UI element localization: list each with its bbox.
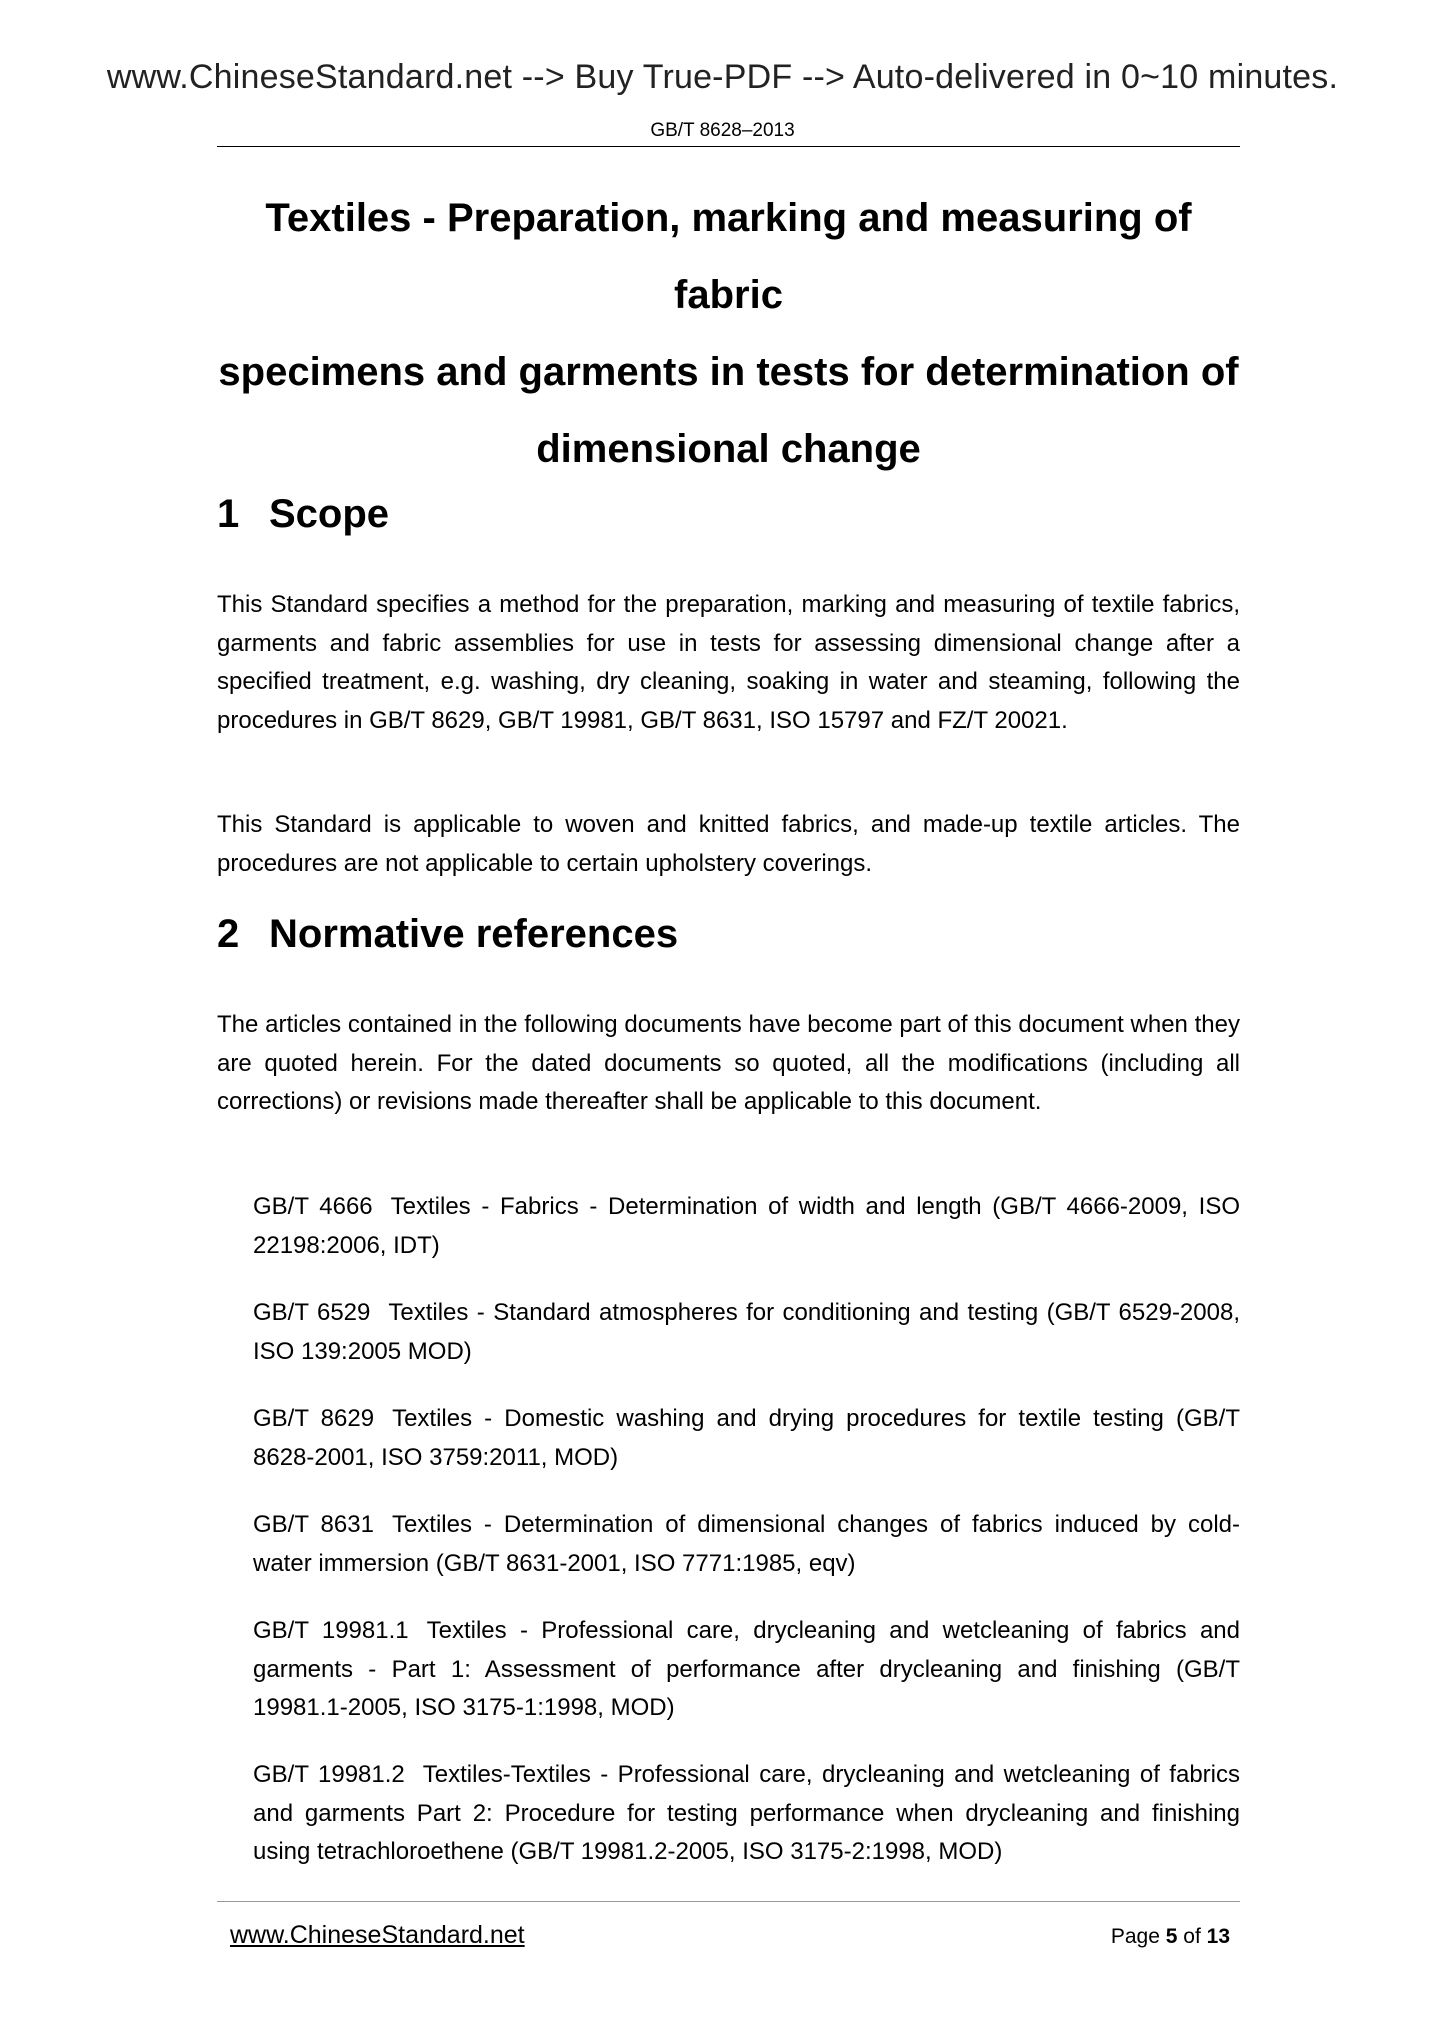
- reference-text: Textiles - Determination of dimensional changes of fabrics induced by cold-water immersion (GB/T 8631-2001, ISO 7771:1985, eqv): [253, 1511, 1240, 1577]
- page-current: 5: [1165, 1925, 1178, 1948]
- section-number: 2: [217, 912, 240, 956]
- scope-paragraph-1: This Standard specifies a method for the preparation, marking and measuring of textile fabrics, garments and fabric assemblies for use in tests for assessing dimensional change after a specified treatment, e.g. washing, dry cleaning, soaking in water and steaming, following the procedures in GB/T 8629, GB/T 19981, GB/T 8631, ISO 15797 and FZ/T 20021.: [217, 591, 1240, 734]
- page-indicator: [1111, 1925, 1230, 1949]
- reference-text: Textiles - Professional care, drycleaning and wetcleaning of fabrics and garments - Part 1: Assessment of performance after drycleaning and finishing (GB/T 19981.1-2005, ISO 3175-1:1998, MOD): [253, 1617, 1240, 1721]
- reference-item: [253, 1612, 1240, 1728]
- reference-text: Textiles - Fabrics - Determination of width and length (GB/T 4666-2009, ISO 22198:2006, IDT): [253, 1193, 1240, 1259]
- title-line-1: Textiles - Preparation, marking and measuring of fabric: [265, 196, 1192, 317]
- top-banner: www.ChineseStandard.net --> Buy True-PDF --> Auto-delivered in 0~10 minutes.: [106, 58, 1339, 96]
- normative-intro: The articles contained in the following documents have become part of this document when they are quoted herein. For the dated documents so quoted, all the modifications (including all corrections) or revisions made thereafter shall be applicable to this document.: [217, 1011, 1240, 1115]
- section-heading-scope: [217, 492, 1240, 537]
- footer-divider: [217, 1901, 1240, 1902]
- standard-code-header: GB/T 8628–2013: [650, 120, 795, 141]
- reference-text: Textiles - Standard atmospheres for conditioning and testing (GB/T 6529-2008, ISO 139:2005 MOD): [253, 1299, 1240, 1365]
- reference-item: [253, 1506, 1240, 1583]
- page-prefix: Page: [1110, 1925, 1160, 1948]
- reference-item: [253, 1188, 1240, 1265]
- page-total: 13: [1206, 1925, 1230, 1948]
- reference-code: GB/T 4666: [253, 1193, 373, 1220]
- reference-item: [253, 1294, 1240, 1371]
- section-title: Scope: [269, 492, 390, 536]
- section-title: Normative references: [269, 912, 679, 956]
- footer-site-link[interactable]: www.ChineseStandard.net: [230, 1921, 525, 1949]
- title-line-2: specimens and garments in tests for determination of: [218, 350, 1239, 394]
- reference-item: [253, 1756, 1240, 1872]
- section-heading-normative: [217, 912, 1240, 957]
- reference-code: GB/T 8631: [253, 1511, 374, 1538]
- header-divider: [217, 146, 1240, 147]
- section-number: 1: [217, 492, 240, 536]
- reference-text: Textiles-Textiles - Professional care, drycleaning and wetcleaning of fabrics and garments Part 2: Procedure for testing performance when drycleaning and finishing using tetrachloroethene (GB/T 19981.2-2005, ISO 3175-2:1998, MOD): [253, 1761, 1240, 1865]
- title-line-3: dimensional change: [536, 427, 921, 471]
- reference-code: GB/T 19981.2: [253, 1761, 405, 1788]
- scope-paragraph-2: This Standard is applicable to woven and knitted fabrics, and made-up textile articles. The procedures are not applicable to certain upholstery coverings.: [217, 811, 1240, 877]
- reference-code: GB/T 6529: [253, 1299, 371, 1326]
- document-title: [217, 180, 1240, 488]
- reference-code: GB/T 19981.1: [253, 1617, 409, 1644]
- reference-code: GB/T 8629: [253, 1405, 375, 1432]
- reference-item: [253, 1400, 1240, 1477]
- page-of: of: [1183, 1925, 1201, 1948]
- reference-text: Textiles - Domestic washing and drying procedures for textile testing (GB/T 8628-2001, ISO 3759:2011, MOD): [253, 1405, 1240, 1471]
